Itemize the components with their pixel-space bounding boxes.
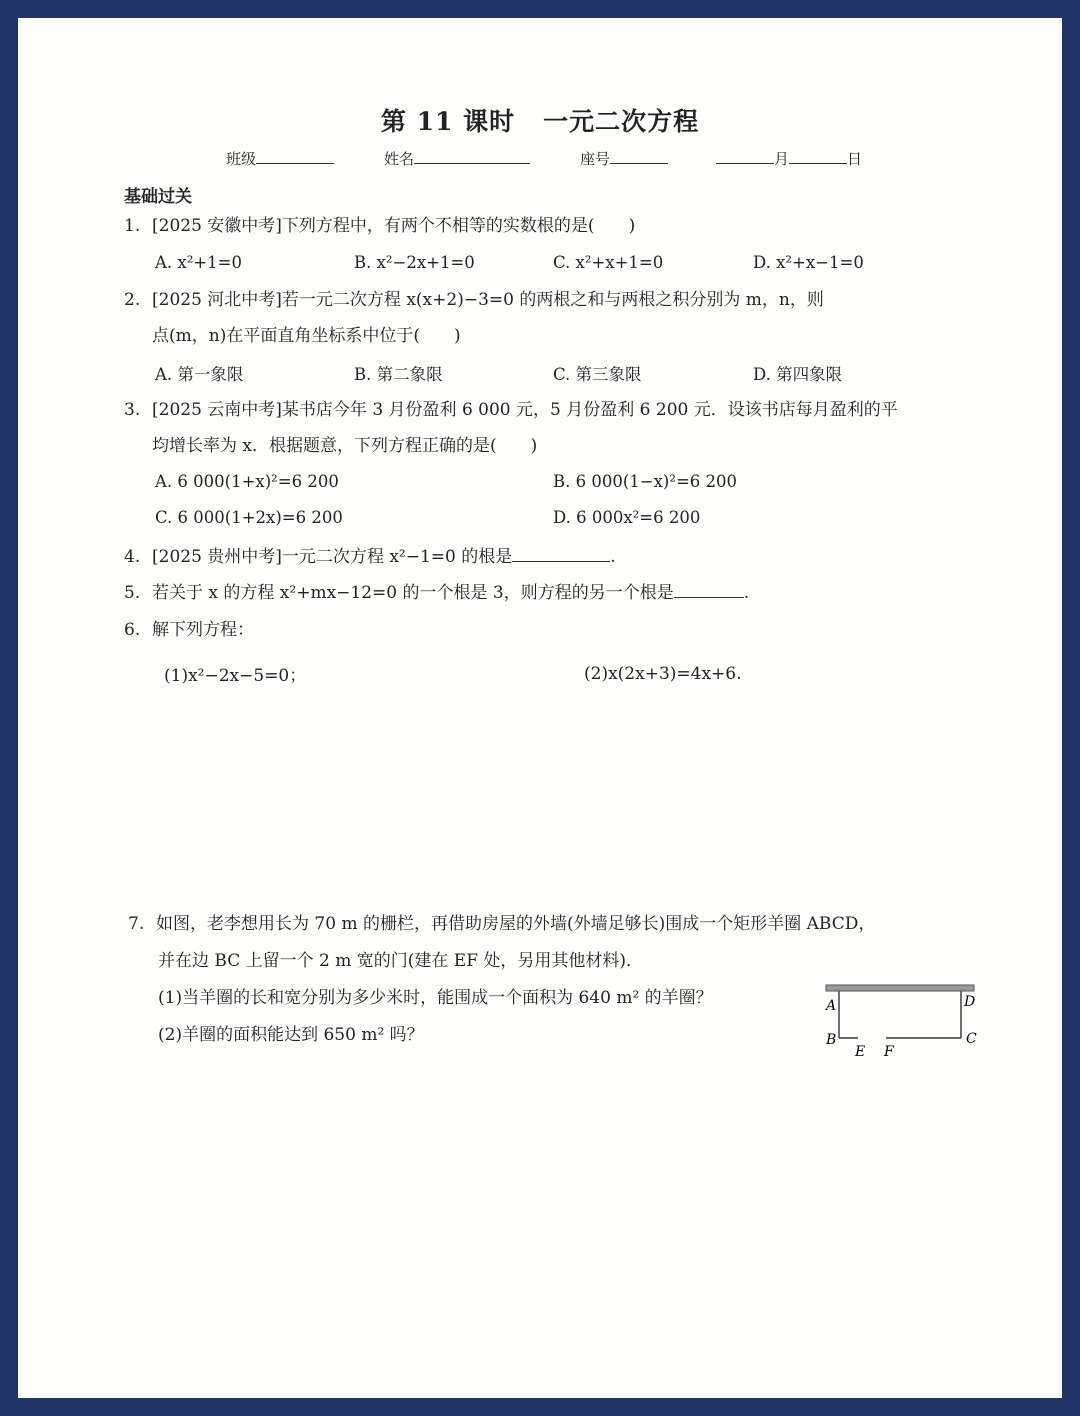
q1-option-c[interactable]: C. x²+x+1=0 — [553, 253, 664, 272]
day-label: 日 — [847, 150, 863, 168]
lesson-number: 第 11 课时 — [380, 107, 516, 136]
question-text-line1: [2025 河北中考]若一元二次方程 x(x+2)−3=0 的两根之和与两根之积分别为 m，n，则 — [152, 290, 824, 310]
q7-sub-1: (1)当羊圈的长和宽分别为多少米时，能围成一个面积为 640 m² 的羊圈？ — [158, 988, 713, 1008]
question-text-line1: 如图，老李想用长为 70 m 的栅栏，再借助房屋的外墙(外墙足够长)围成一个矩形羊圈 ABCD， — [156, 914, 876, 934]
name-field — [384, 148, 530, 169]
label-e: E — [855, 1044, 866, 1060]
question-3 — [124, 398, 898, 422]
seat-blank[interactable] — [610, 149, 668, 164]
question-6 — [124, 618, 254, 642]
question-end: . — [610, 547, 616, 567]
q6-part-2: (2)x(2x+3)=4x+6. — [584, 664, 742, 684]
worksheet-page — [18, 18, 1062, 1398]
q3-option-a[interactable]: A. 6 000(1+x)²=6 200 — [155, 472, 339, 491]
question-text-line2: 点(m，n)在平面直角坐标系中位于( ) — [152, 326, 461, 346]
q2-option-b[interactable]: B. 第二象限 — [354, 365, 443, 384]
name-label: 姓名 — [384, 150, 415, 168]
question-text-line1: [2025 云南中考]某书店今年 3 月份盈利 6 000 元，5 月份盈利 6 200 元．设该书店每月盈利的平 — [152, 400, 898, 420]
question-number: 1. — [124, 216, 141, 236]
q7-sub-2: (2)羊圈的面积能达到 650 m² 吗？ — [158, 1025, 424, 1045]
q1-option-d[interactable]: D. x²+x−1=0 — [753, 253, 864, 272]
question-number: 3. — [124, 400, 141, 420]
answer-blank[interactable] — [512, 547, 610, 562]
question-number: 4. — [124, 547, 141, 567]
question-end: . — [743, 583, 750, 603]
class-field — [226, 148, 334, 169]
q2-option-a[interactable]: A. 第一象限 — [155, 365, 244, 384]
answer-blank[interactable] — [674, 583, 744, 598]
label-f: F — [884, 1044, 894, 1060]
question-5 — [124, 581, 749, 605]
q3-option-c[interactable]: C. 6 000(1+2x)=6 200 — [155, 508, 343, 527]
question-4 — [124, 545, 616, 569]
question-number: 6. — [124, 620, 141, 640]
q3-option-b[interactable]: B. 6 000(1−x)²=6 200 — [553, 472, 738, 491]
month-blank[interactable] — [716, 149, 774, 164]
page-title — [18, 102, 1062, 138]
label-b: B — [826, 1032, 837, 1048]
day-blank[interactable] — [789, 149, 847, 164]
q2-option-d[interactable]: D. 第四象限 — [753, 365, 843, 384]
question-7 — [128, 912, 875, 936]
seat-field — [580, 148, 668, 169]
class-blank[interactable] — [256, 149, 334, 164]
question-text: 若关于 x 的方程 x²+mx−12=0 的一个根是 3，则方程的另一个根是 — [152, 583, 674, 603]
question-number: 5. — [124, 583, 141, 603]
question-text-line2: 均增长率为 x．根据题意，下列方程正确的是( ) — [152, 436, 538, 456]
label-a: A — [826, 998, 837, 1014]
q1-option-a[interactable]: A. x²+1=0 — [155, 253, 242, 272]
name-blank[interactable] — [414, 149, 530, 164]
seat-label: 座号 — [580, 150, 611, 168]
question-text: [2025 贵州中考]一元二次方程 x²−1=0 的根是 — [152, 547, 513, 567]
question-text-line2: 并在边 BC 上留一个 2 m 宽的门(建在 EF 处，另用其他材料)． — [158, 951, 644, 971]
date-field — [716, 148, 862, 169]
label-c: C — [966, 1031, 977, 1047]
question-2 — [124, 288, 824, 312]
class-label: 班级 — [226, 150, 257, 168]
label-d: D — [964, 994, 976, 1010]
q6-part-1: (1)x²−2x−5=0； — [164, 666, 307, 686]
q2-option-c[interactable]: C. 第三象限 — [553, 365, 642, 384]
house-wall — [826, 985, 974, 991]
question-text: 解下列方程： — [152, 620, 254, 640]
question-number: 2. — [124, 290, 141, 310]
lesson-topic: 一元二次方程 — [543, 107, 700, 136]
month-label: 月 — [774, 150, 790, 168]
question-text: [2025 安徽中考]下列方程中，有两个不相等的实数根的是( ) — [152, 216, 636, 236]
sheep-pen-diagram — [820, 980, 980, 1062]
question-number: 7. — [128, 914, 145, 934]
section-heading: 基础过关 — [124, 187, 192, 207]
q1-option-b[interactable]: B. x²−2x+1=0 — [354, 253, 475, 272]
question-1 — [124, 214, 635, 238]
q3-option-d[interactable]: D. 6 000x²=6 200 — [553, 508, 701, 527]
